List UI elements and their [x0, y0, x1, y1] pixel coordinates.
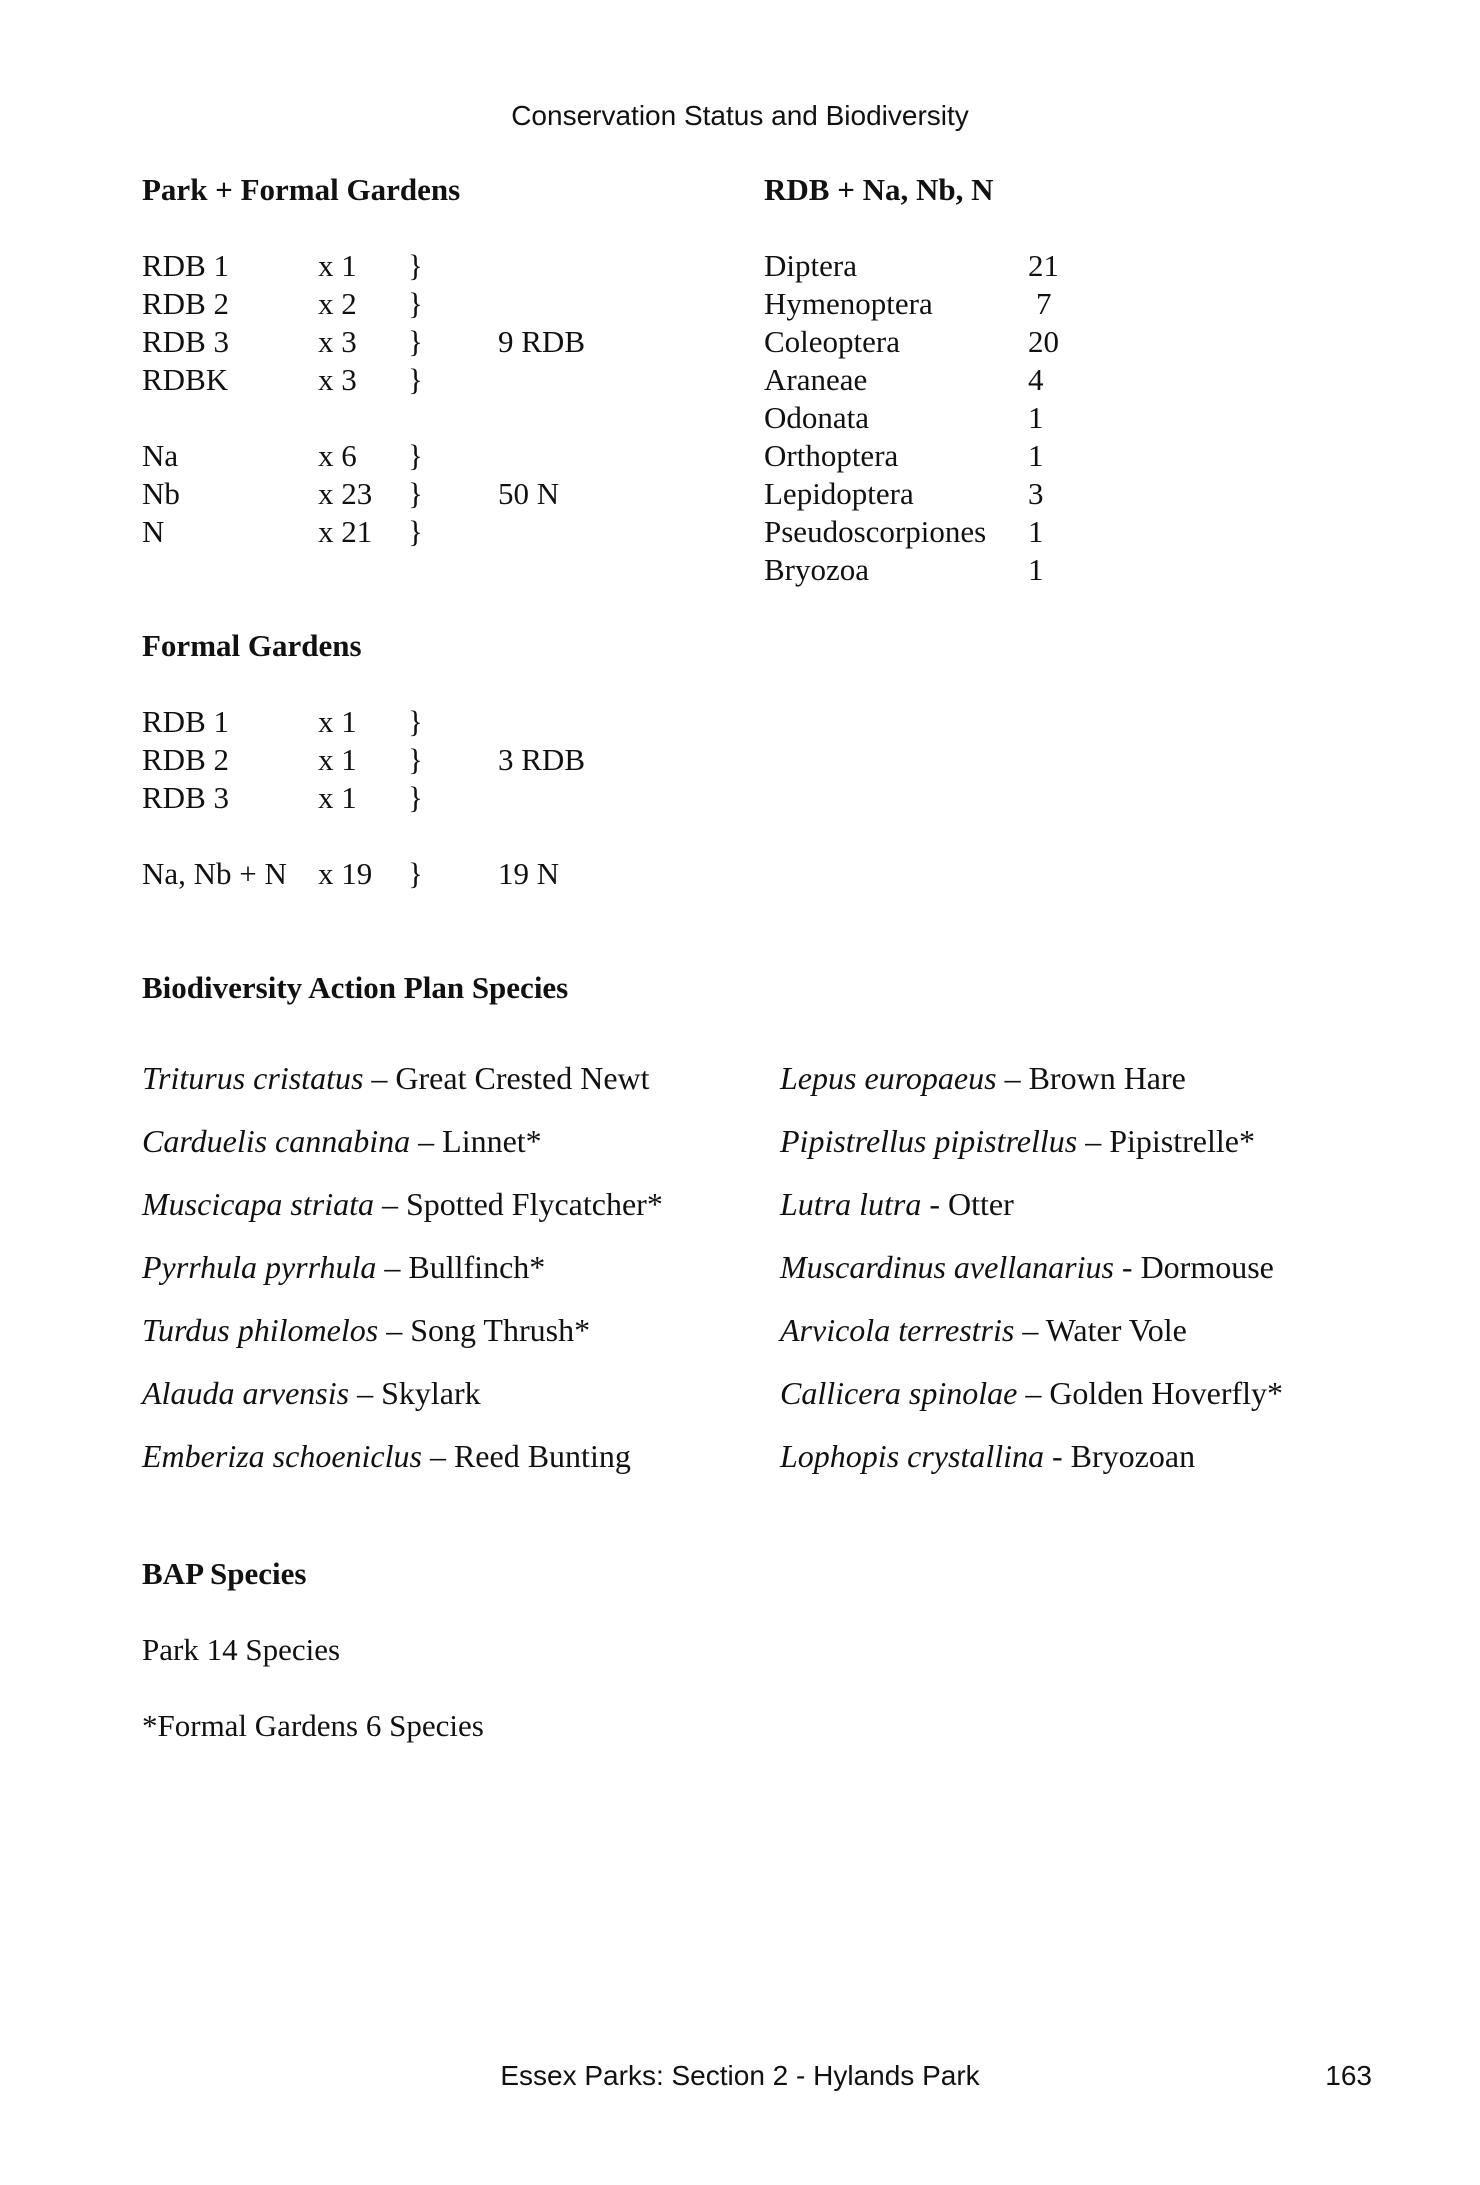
separator: –: [410, 1123, 443, 1159]
common-name: Reed Bunting: [453, 1438, 631, 1474]
row-label: RDB 1: [142, 704, 229, 739]
row-brace: }: [408, 324, 423, 359]
separator: –: [996, 1060, 1029, 1096]
latin-name: Carduelis cannabina: [142, 1123, 411, 1159]
row-label: N: [142, 514, 165, 549]
row-brace: }: [408, 248, 423, 283]
latin-name: Lophopis crystallina: [780, 1438, 1045, 1474]
list-item: [142, 1375, 481, 1412]
common-name: Bryozoan: [1070, 1438, 1196, 1474]
latin-name: Pyrrhula pyrrhula: [142, 1249, 377, 1285]
order-count: 1: [1028, 438, 1044, 473]
row-total: 50 N: [498, 476, 560, 511]
row-brace: }: [408, 476, 423, 511]
order-name: Lepidoptera: [764, 476, 914, 511]
row-label: RDB 1: [142, 248, 229, 283]
row-total: 3 RDB: [498, 742, 585, 777]
row-count: x 3: [318, 324, 357, 359]
row-count: x 1: [318, 248, 357, 283]
row-label: RDB 3: [142, 780, 229, 815]
latin-name: Lepus europaeus: [780, 1060, 997, 1096]
latin-name: Lutra lutra: [780, 1186, 922, 1222]
row-label: Na: [142, 438, 179, 473]
common-name: Song Thrush*: [410, 1312, 591, 1348]
order-count: 7: [1036, 286, 1052, 321]
separator: -: [1044, 1438, 1071, 1474]
bap-park-count: Park 14 Species: [142, 1632, 341, 1667]
rdb-orders-heading: RDB + Na, Nb, N: [764, 172, 994, 207]
row-count: x 23: [318, 476, 373, 511]
row-label: Na, Nb + N: [142, 856, 287, 891]
separator: –: [1017, 1375, 1050, 1411]
order-count: 1: [1028, 514, 1044, 549]
row-brace: }: [408, 856, 423, 891]
separator: –: [378, 1312, 411, 1348]
row-total: 9 RDB: [498, 324, 585, 359]
row-count: x 1: [318, 780, 357, 815]
list-item: [780, 1438, 1195, 1475]
row-count: x 2: [318, 286, 357, 321]
list-item: [780, 1060, 1186, 1097]
page-header: Conservation Status and Biodiversity: [511, 100, 969, 131]
list-item: [142, 1123, 542, 1160]
separator: –: [376, 1249, 409, 1285]
common-name: Bullfinch*: [408, 1249, 546, 1285]
list-item: [142, 1438, 631, 1475]
latin-name: Pipistrellus pipistrellus: [780, 1123, 1078, 1159]
common-name: Skylark: [381, 1375, 481, 1411]
row-brace: }: [408, 438, 423, 473]
common-name: Great Crested Newt: [395, 1060, 650, 1096]
bap-species-heading: Biodiversity Action Plan Species: [142, 970, 569, 1005]
order-name: Araneae: [764, 362, 868, 397]
list-item: [780, 1312, 1187, 1349]
separator: –: [349, 1375, 382, 1411]
separator: -: [921, 1186, 949, 1222]
list-item: [142, 1060, 650, 1097]
order-name: Diptera: [764, 248, 857, 283]
list-item: [780, 1249, 1274, 1286]
order-name: Odonata: [764, 400, 870, 435]
list-item: [142, 1312, 590, 1349]
row-count: x 1: [318, 704, 357, 739]
common-name: Brown Hare: [1028, 1060, 1186, 1096]
row-brace: }: [408, 780, 423, 815]
order-name: Pseudoscorpiones: [764, 514, 987, 549]
row-count: x 1: [318, 742, 357, 777]
latin-name: Alauda arvensis: [142, 1375, 350, 1411]
common-name: Pipistrelle*: [1109, 1123, 1255, 1159]
separator: –: [373, 1186, 406, 1222]
latin-name: Emberiza schoeniclus: [142, 1438, 422, 1474]
page-footer: Essex Parks: Section 2 - Hylands Park: [500, 2060, 980, 2091]
common-name: Dormouse: [1140, 1249, 1274, 1285]
common-name: Spotted Flycatcher*: [405, 1186, 663, 1222]
bap-formal-count: *Formal Gardens 6 Species: [142, 1708, 484, 1743]
separator: –: [1014, 1312, 1046, 1348]
list-item: [780, 1123, 1255, 1160]
order-count: 3: [1028, 476, 1044, 511]
common-name: Linnet*: [442, 1123, 542, 1159]
row-count: x 19: [318, 856, 373, 891]
order-count: 4: [1028, 362, 1044, 397]
separator: –: [1077, 1123, 1110, 1159]
order-name: Coleoptera: [764, 324, 901, 359]
latin-name: Turdus philomelos: [142, 1312, 379, 1348]
row-label: RDB 3: [142, 324, 229, 359]
row-count: x 21: [318, 514, 373, 549]
list-item: [780, 1186, 1014, 1223]
bap-summary-heading: BAP Species: [142, 1556, 307, 1591]
row-brace: }: [408, 704, 423, 739]
order-name: Orthoptera: [764, 438, 899, 473]
order-count: 1: [1028, 552, 1044, 587]
common-name: Golden Hoverfly*: [1049, 1375, 1284, 1411]
page-number: 163: [1325, 2060, 1372, 2091]
row-brace: }: [408, 742, 423, 777]
separator: –: [363, 1060, 396, 1096]
latin-name: Muscardinus avellanarius: [780, 1249, 1114, 1285]
row-label: RDB 2: [142, 286, 229, 321]
latin-name: Triturus cristatus: [142, 1060, 364, 1096]
row-count: x 6: [318, 438, 357, 473]
row-total: 19 N: [498, 856, 560, 891]
order-name: Hymenoptera: [764, 286, 933, 321]
order-name: Bryozoa: [764, 552, 870, 587]
row-count: x 3: [318, 362, 357, 397]
latin-name: Muscicapa striata: [142, 1186, 374, 1222]
row-brace: }: [408, 362, 423, 397]
list-item: [142, 1186, 663, 1223]
row-label: RDB 2: [142, 742, 229, 777]
separator: -: [1113, 1249, 1141, 1285]
order-count: 21: [1028, 248, 1059, 283]
row-brace: }: [408, 514, 423, 549]
common-name: Otter: [948, 1186, 1014, 1222]
row-label: RDBK: [142, 362, 229, 397]
list-item: [142, 1249, 545, 1286]
formal-gardens-heading: Formal Gardens: [142, 628, 362, 663]
park-formal-heading: Park + Formal Gardens: [142, 172, 461, 207]
list-item: [780, 1375, 1283, 1412]
separator: –: [421, 1438, 454, 1474]
row-brace: }: [408, 286, 423, 321]
row-label: Nb: [142, 476, 180, 511]
order-count: 20: [1028, 324, 1059, 359]
order-count: 1: [1028, 400, 1044, 435]
latin-name: Callicera spinolae: [780, 1375, 1018, 1411]
latin-name: Arvicola terrestris: [780, 1312, 1015, 1348]
common-name: Water Vole: [1045, 1312, 1187, 1348]
